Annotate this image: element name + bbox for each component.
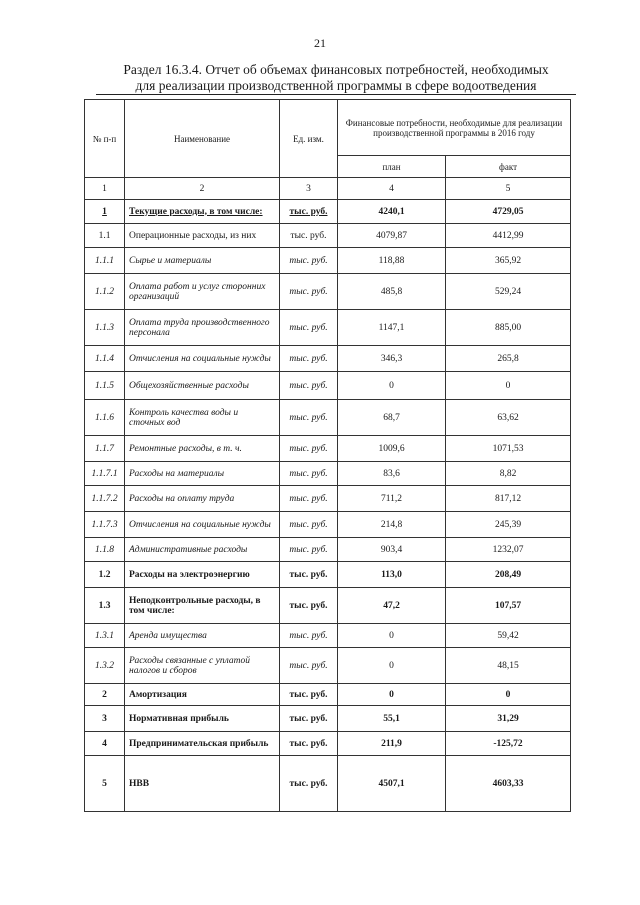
row-unit: тыс. руб. <box>280 648 338 684</box>
table-row <box>85 248 571 274</box>
row-number: 1 <box>85 200 125 224</box>
row-name: Оплата труда производственного персонала <box>125 310 280 346</box>
row-plan-value: 903,4 <box>338 538 446 562</box>
row-unit: тыс. руб. <box>280 684 338 706</box>
row-name: Общехозяйственные расходы <box>125 372 280 400</box>
page-number: 21 <box>314 36 326 50</box>
row-fact-value: 63,62 <box>446 400 571 436</box>
table-row <box>85 400 571 436</box>
row-plan-value: 113,0 <box>338 562 446 588</box>
column-index-cell: 4 <box>338 178 446 200</box>
row-name: Административные расходы <box>125 538 280 562</box>
header-fact: факт <box>446 156 571 178</box>
header-plan: план <box>338 156 446 178</box>
row-unit: тыс. руб. <box>280 310 338 346</box>
row-number: 1.1.2 <box>85 274 125 310</box>
row-plan-value: 711,2 <box>338 486 446 512</box>
table-row <box>85 684 571 706</box>
row-plan-value: 4507,1 <box>338 756 446 812</box>
row-number: 2 <box>85 684 125 706</box>
row-name: Расходы на оплату труда <box>125 486 280 512</box>
financial-needs-table <box>84 99 571 812</box>
row-fact-value: 885,00 <box>446 310 571 346</box>
row-number: 1.1.5 <box>85 372 125 400</box>
row-fact-value: 529,24 <box>446 274 571 310</box>
row-plan-value: 68,7 <box>338 400 446 436</box>
row-number: 1.1.7 <box>85 436 125 462</box>
table-row <box>85 512 571 538</box>
row-fact-value: 817,12 <box>446 486 571 512</box>
row-plan-value: 211,9 <box>338 732 446 756</box>
row-plan-value: 1147,1 <box>338 310 446 346</box>
row-name: Расходы на материалы <box>125 462 280 486</box>
row-number: 1.1 <box>85 224 125 248</box>
row-fact-value: 265,8 <box>446 346 571 372</box>
row-name: Контроль качества воды и сточных вод <box>125 400 280 436</box>
row-name: Отчисления на социальные нужды <box>125 512 280 538</box>
row-name: Отчисления на социальные нужды <box>125 346 280 372</box>
title-line-1: Раздел 16.3.4. Отчет об объемах финансовых потребностей, необходимых <box>123 62 549 77</box>
row-number: 5 <box>85 756 125 812</box>
row-unit: тыс. руб. <box>280 562 338 588</box>
row-fact-value: 31,29 <box>446 706 571 732</box>
table-row <box>85 562 571 588</box>
row-unit: тыс. руб. <box>280 346 338 372</box>
row-fact-value: 4729,05 <box>446 200 571 224</box>
row-plan-value: 4240,1 <box>338 200 446 224</box>
row-unit: тыс. руб. <box>280 706 338 732</box>
row-number: 3 <box>85 706 125 732</box>
row-unit: тыс. руб. <box>280 732 338 756</box>
row-fact-value: 4603,33 <box>446 756 571 812</box>
row-unit: тыс. руб. <box>280 462 338 486</box>
row-name: Ремонтные расходы, в т. ч. <box>125 436 280 462</box>
row-plan-value: 0 <box>338 648 446 684</box>
table-row <box>85 200 571 224</box>
column-index-cell: 2 <box>125 178 280 200</box>
row-name: НВВ <box>125 756 280 812</box>
row-plan-value: 485,8 <box>338 274 446 310</box>
row-fact-value: 0 <box>446 684 571 706</box>
row-unit: тыс. руб. <box>280 274 338 310</box>
row-name: Нормативная прибыль <box>125 706 280 732</box>
column-index-cell: 1 <box>85 178 125 200</box>
row-fact-value: 245,39 <box>446 512 571 538</box>
row-unit: тыс. руб. <box>280 224 338 248</box>
row-plan-value: 118,88 <box>338 248 446 274</box>
row-fact-value: 59,42 <box>446 624 571 648</box>
table-row <box>85 462 571 486</box>
row-name: Амортизация <box>125 684 280 706</box>
table-row <box>85 706 571 732</box>
column-index-cell: 5 <box>446 178 571 200</box>
row-name: Предпринимательская прибыль <box>125 732 280 756</box>
table-row <box>85 274 571 310</box>
row-name: Аренда имущества <box>125 624 280 648</box>
page-title <box>96 62 576 95</box>
row-name: Расходы на электроэнергию <box>125 562 280 588</box>
row-unit: тыс. руб. <box>280 512 338 538</box>
row-plan-value: 0 <box>338 684 446 706</box>
table-body <box>85 200 571 812</box>
column-index-row <box>85 178 571 200</box>
table-row <box>85 346 571 372</box>
row-name: Сырье и материалы <box>125 248 280 274</box>
row-fact-value: 107,57 <box>446 588 571 624</box>
row-name: Текущие расходы, в том числе: <box>125 200 280 224</box>
row-number: 1.1.7.3 <box>85 512 125 538</box>
row-plan-value: 4079,87 <box>338 224 446 248</box>
row-plan-value: 346,3 <box>338 346 446 372</box>
row-number: 1.3.2 <box>85 648 125 684</box>
row-plan-value: 1009,6 <box>338 436 446 462</box>
row-fact-value: 8,82 <box>446 462 571 486</box>
row-plan-value: 0 <box>338 624 446 648</box>
row-unit: тыс. руб. <box>280 200 338 224</box>
row-fact-value: -125,72 <box>446 732 571 756</box>
table-row <box>85 436 571 462</box>
row-name: Операционные расходы, из них <box>125 224 280 248</box>
table-row <box>85 372 571 400</box>
column-index-cell: 3 <box>280 178 338 200</box>
row-number: 1.2 <box>85 562 125 588</box>
row-name: Неподконтрольные расходы, в том числе: <box>125 588 280 624</box>
title-line-2: для реализации производственной программы в сфере водоотведения <box>96 78 576 95</box>
row-name: Расходы связанные с уплатой налогов и сборов <box>125 648 280 684</box>
row-name: Оплата работ и услуг сторонних организаций <box>125 274 280 310</box>
row-fact-value: 208,49 <box>446 562 571 588</box>
row-unit: тыс. руб. <box>280 588 338 624</box>
row-plan-value: 55,1 <box>338 706 446 732</box>
header-name: Наименование <box>125 100 280 178</box>
row-plan-value: 0 <box>338 372 446 400</box>
row-number: 1.1.1 <box>85 248 125 274</box>
table-row <box>85 624 571 648</box>
row-number: 4 <box>85 732 125 756</box>
header-num: № п-п <box>85 100 125 178</box>
row-number: 1.3 <box>85 588 125 624</box>
row-fact-value: 48,15 <box>446 648 571 684</box>
row-unit: тыс. руб. <box>280 372 338 400</box>
row-fact-value: 0 <box>446 372 571 400</box>
row-fact-value: 4412,99 <box>446 224 571 248</box>
table-row <box>85 732 571 756</box>
row-unit: тыс. руб. <box>280 538 338 562</box>
header-unit: Ед. изм. <box>280 100 338 178</box>
row-fact-value: 1071,53 <box>446 436 571 462</box>
row-number: 1.1.7.1 <box>85 462 125 486</box>
row-number: 1.1.6 <box>85 400 125 436</box>
row-fact-value: 365,92 <box>446 248 571 274</box>
row-number: 1.1.3 <box>85 310 125 346</box>
row-plan-value: 47,2 <box>338 588 446 624</box>
row-number: 1.1.7.2 <box>85 486 125 512</box>
header-financial-needs: Финансовые потребности, необходимые для реализации производственной программы в 2016 году <box>338 100 571 156</box>
row-unit: тыс. руб. <box>280 486 338 512</box>
table-row <box>85 648 571 684</box>
row-plan-value: 214,8 <box>338 512 446 538</box>
row-unit: тыс. руб. <box>280 756 338 812</box>
row-fact-value: 1232,07 <box>446 538 571 562</box>
table-row <box>85 224 571 248</box>
table-row <box>85 486 571 512</box>
row-number: 1.1.4 <box>85 346 125 372</box>
row-number: 1.1.8 <box>85 538 125 562</box>
row-number: 1.3.1 <box>85 624 125 648</box>
row-plan-value: 83,6 <box>338 462 446 486</box>
table-row <box>85 588 571 624</box>
table-row <box>85 310 571 346</box>
row-unit: тыс. руб. <box>280 248 338 274</box>
row-unit: тыс. руб. <box>280 624 338 648</box>
table-row <box>85 756 571 812</box>
table-row <box>85 538 571 562</box>
row-unit: тыс. руб. <box>280 436 338 462</box>
row-unit: тыс. руб. <box>280 400 338 436</box>
